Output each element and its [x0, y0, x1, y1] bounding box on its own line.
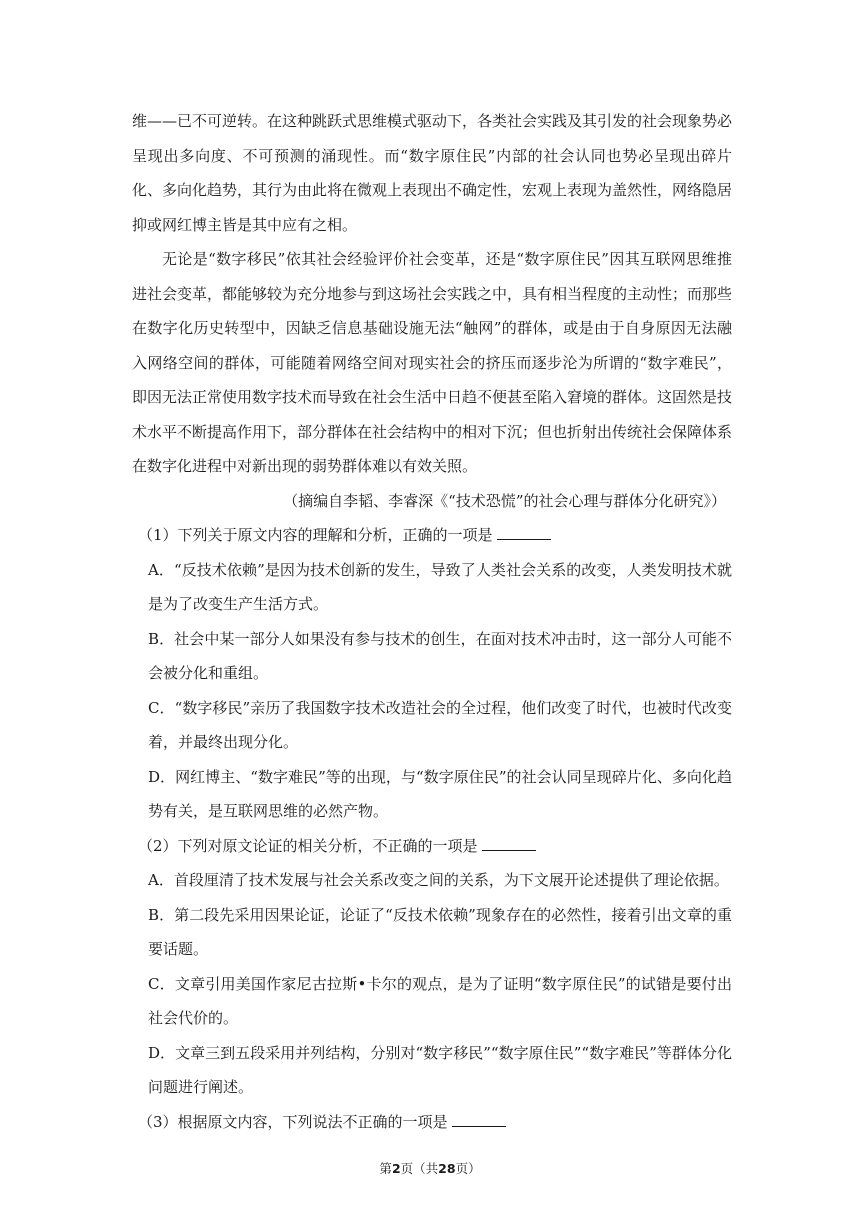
- page-footer: 第2页（共28页）: [379, 1161, 481, 1176]
- option-a: A．“反技术依赖”是因为技术创新的发生，导致了人类社会关系的改变，人类发明技术就是为了改变生产生活方式。: [148, 560, 732, 613]
- page-content: [132, 104, 732, 1139]
- option-b: B．社会中某一部分人如果没有参与技术的创生，在面对技术冲击时，这一部分人可能不会被分化和重组。: [148, 629, 732, 682]
- question-stem: （1）下列关于原文内容的理解和分析，正确的一项是: [132, 518, 732, 553]
- answer-blank: [452, 1112, 506, 1127]
- option-a: A．首段厘清了技术发展与社会关系改变之间的关系，为下文展开论述提供了理论依据。: [148, 871, 729, 889]
- option-d: D．文章三到五段采用并列结构，分别对“数字移民”“数字原住民”“数字难民”等群体分化问题进行阐述。: [148, 1043, 732, 1096]
- option-c: C．“数字移民”亲历了我国数字技术改造社会的全过程，他们改变了时代，也被时代改变着，并最终出现分化。: [148, 698, 732, 751]
- question-stem: （3）根据原文内容，下列说法不正确的一项是: [132, 1105, 732, 1140]
- paragraph-continued: 维——已不可逆转。在这种跳跃式思维模式驱动下，各类社会实践及其引发的社会现象势必呈现出多向度、不可预测的涌现性。而“数字原住民”内部的社会认同也势必呈现出碎片化、多向化趋势，其行为由此将在微观上表现出不确定性，宏观上表现为盖然性，网络隐居抑或网红博主皆是其中应有之相。: [132, 112, 733, 234]
- option-d: D．网红博主、“数字难民”等的出现，与“数字原住民”的社会认同呈现碎片化、多向化趋势有关，是互联网思维的必然产物。: [148, 767, 732, 820]
- answer-blank: [482, 836, 536, 851]
- page-number: 2: [391, 1161, 401, 1176]
- source-citation: （摘编自李韬、李睿深《“技术恐慌”的社会心理与群体分化研究》）: [283, 491, 726, 510]
- question-3: [132, 1105, 732, 1140]
- paragraph-digital-refugees: 无论是“数字移民”依其社会经验评价社会变革，还是“数字原住民”因其互联网思维推进社会变革，都能够较为充分地参与到这场社会实践之中，具有相当程度的主动性；而那些在数字化历史转型中，因缺乏信息基础设施无法“触网”的群体，或是由于自身原因无法融入网络空间的群体，可能随着网络空间对现实社会的挤压而逐步沦为所谓的“数字难民”，即因无法正常使用数字技术而导致在社会生活中日趋不便甚至陷入窘境的群体。这固然是技术水平不断提高作用下，部分群体在社会结构中的相对下沉；但也折射出传统社会保障体系在数字化进程中对新出现的弱势群体难以有效关照。: [132, 250, 733, 475]
- question-1: [132, 518, 732, 829]
- question-2: [132, 829, 732, 1105]
- option-c: C．文章引用美国作家尼古拉斯•卡尔的观点，是为了证明“数字原住民”的试错是要付出社会代价的。: [148, 974, 732, 1027]
- total-pages: 28: [438, 1161, 456, 1176]
- answer-blank: [497, 525, 551, 540]
- option-b: B．第二段先采用因果论证，论证了“反技术依赖”现象存在的必然性，接着引出文章的重要话题。: [148, 905, 732, 958]
- question-stem: （2）下列对原文论证的相关分析，不正确的一项是: [132, 829, 732, 864]
